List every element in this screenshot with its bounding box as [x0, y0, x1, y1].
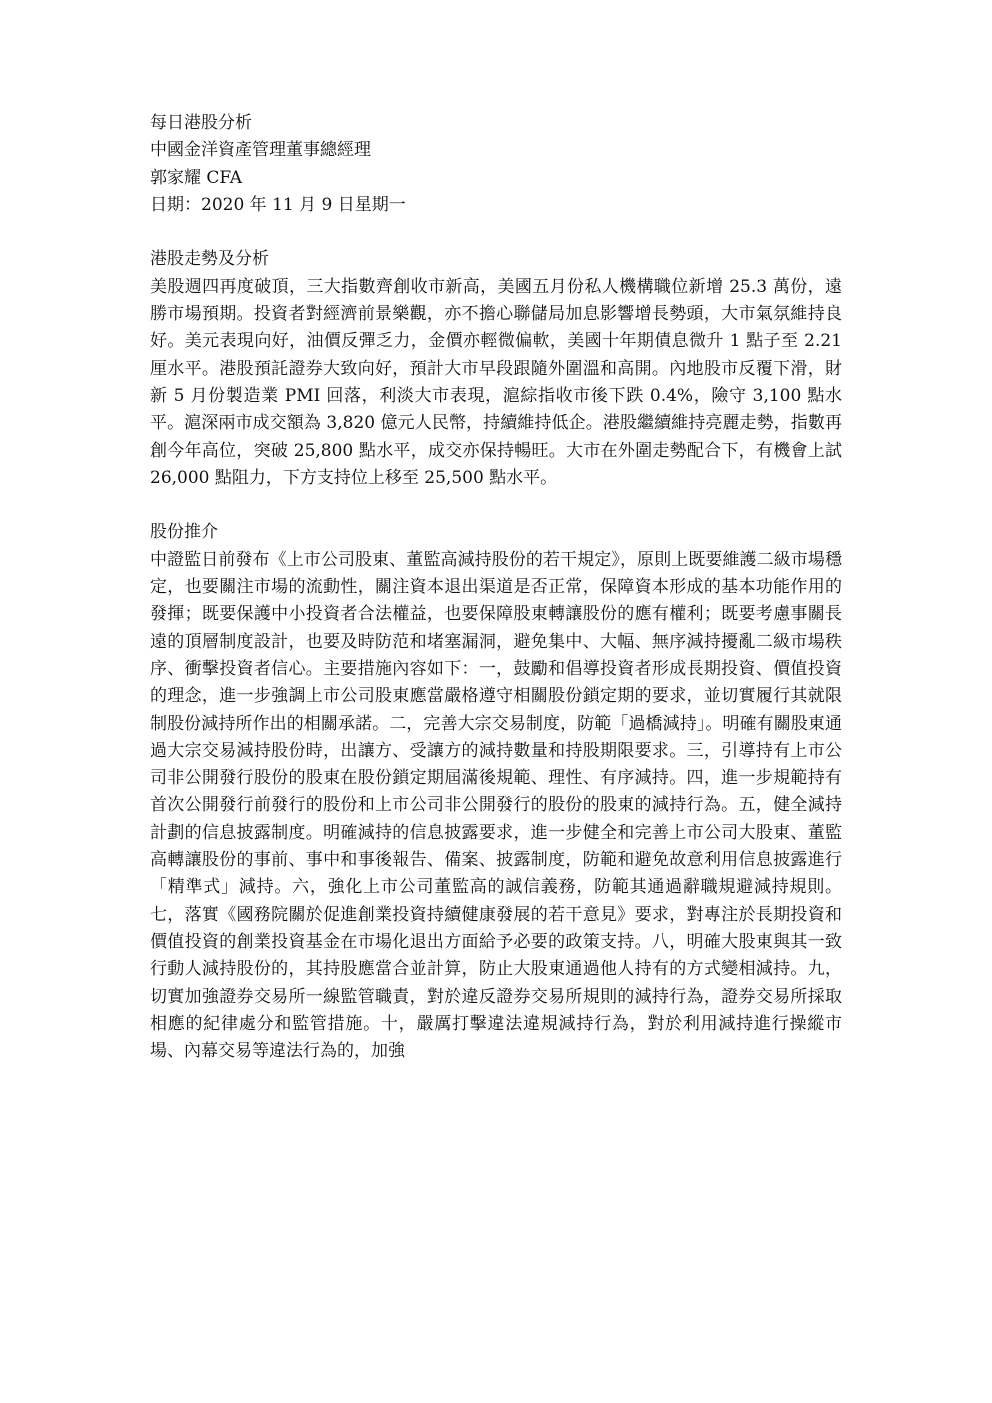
author-name: 郭家耀 CFA: [150, 167, 243, 188]
report-date: 日期：2020 年 11 月 9 日星期一: [150, 194, 406, 215]
spacer: [150, 492, 842, 519]
author-position: 中國金洋資產管理董事總經理: [150, 140, 371, 161]
section-title-stock-recommendation: 股份推介: [150, 522, 218, 543]
section-body-stock-recommendation: 中證監日前發布《上市公司股東、董監高減持股份的若干規定》，原則上既要維護二級市場穩定，也要關注市場的流動性，關注資本退出渠道是否正常，保障資本形成的基本功能作用的發揮；既要保護中小投資者合法權益，也要保障股東轉讓股份的應有權利；既要考慮事關長遠的頂層制度設計，也要及時防范和堵塞漏洞，避免集中、大幅、無序減持擾亂二級市場秩序、衝擊投資者信心。主要措施內容如下：一，鼓勵和倡導投資者形成長期投資、價值投資的理念，進一步強調上市公司股東應當嚴格遵守相關股份鎖定期的要求，並切實履行其就限制股份減持所作出的相關承諾。二，完善大宗交易制度，防範「過橋減持」。明確有關股東通過大宗交易減持股份時，出讓方、受讓方的減持數量和持股期限要求。三，引導持有上市公司非公開發行股份的股東在股份鎖定期屆滿後規範、理性、有序減持。四，進一步規範持有首次公開發行前發行的股份和上市公司非公開發行的股份的股東的減持行為。五，健全減持計劃的信息披露制度。明確減持的信息披露要求，進一步健全和完善上市公司大股東、董監高轉讓股份的事前、事中和事後報告、備案、披露制度，防範和避免故意利用信息披露進行「精準式」減持。六，強化上市公司董監高的誠信義務，防範其通過辭職規避減持規則。七，落實《國務院關於促進創業投資持續健康發展的若干意見》要求，對專注於長期投資和價值投資的創業投資基金在市場化退出方面給予必要的政策支持。八，明確大股東與其一致行動人減持股份的，其持股應當合並計算，防止大股東通過他人持有的方式變相減持。九，切實加強證券交易所一線監管職責，對於違反證券交易所規則的減持行為，證券交易所採取相應的紀律處分和監管措施。十，嚴厲打擊違法違規減持行為，對於利用減持進行操縱市場、內幕交易等違法行為的，加強: [150, 549, 842, 1062]
section-title-market-analysis: 港股走勢及分析: [150, 249, 269, 270]
report-title: 每日港股分析: [150, 113, 252, 133]
section-body-market-analysis: 美股週四再度破頂，三大指數齊創收市新高，美國五月份私人機構職位新增 25.3 萬份，遠勝市場預期。投資者對經濟前景樂觀，亦不擔心聯儲局加息影響增長勢頭，大市氣氛維持良好。美元表現向好，油價反彈乏力，金價亦輕微偏軟，美國十年期債息微升 1 點子至 2.21 厘水平。港股預託證券大致向好，預計大市早段跟隨外圍溫和高開。內地股市反覆下滑，財新 5 月份製造業 PMI 回落，利淡大市表現，滬綜指收市後下跌 0.4%，險守 3,100 點水平。滬深兩市成交額為 3,820 億元人民幣，持續維持低企。港股繼續維持亮麗走勢，指數再創今年高位，突破 25,800 點水平，成交亦保持暢旺。大市在外圍走勢配合下，有機會上試 26,000 點阻力，下方支持位上移至 25,500 點水平。: [150, 276, 842, 488]
spacer: [150, 219, 842, 246]
document-body: [150, 110, 842, 1065]
